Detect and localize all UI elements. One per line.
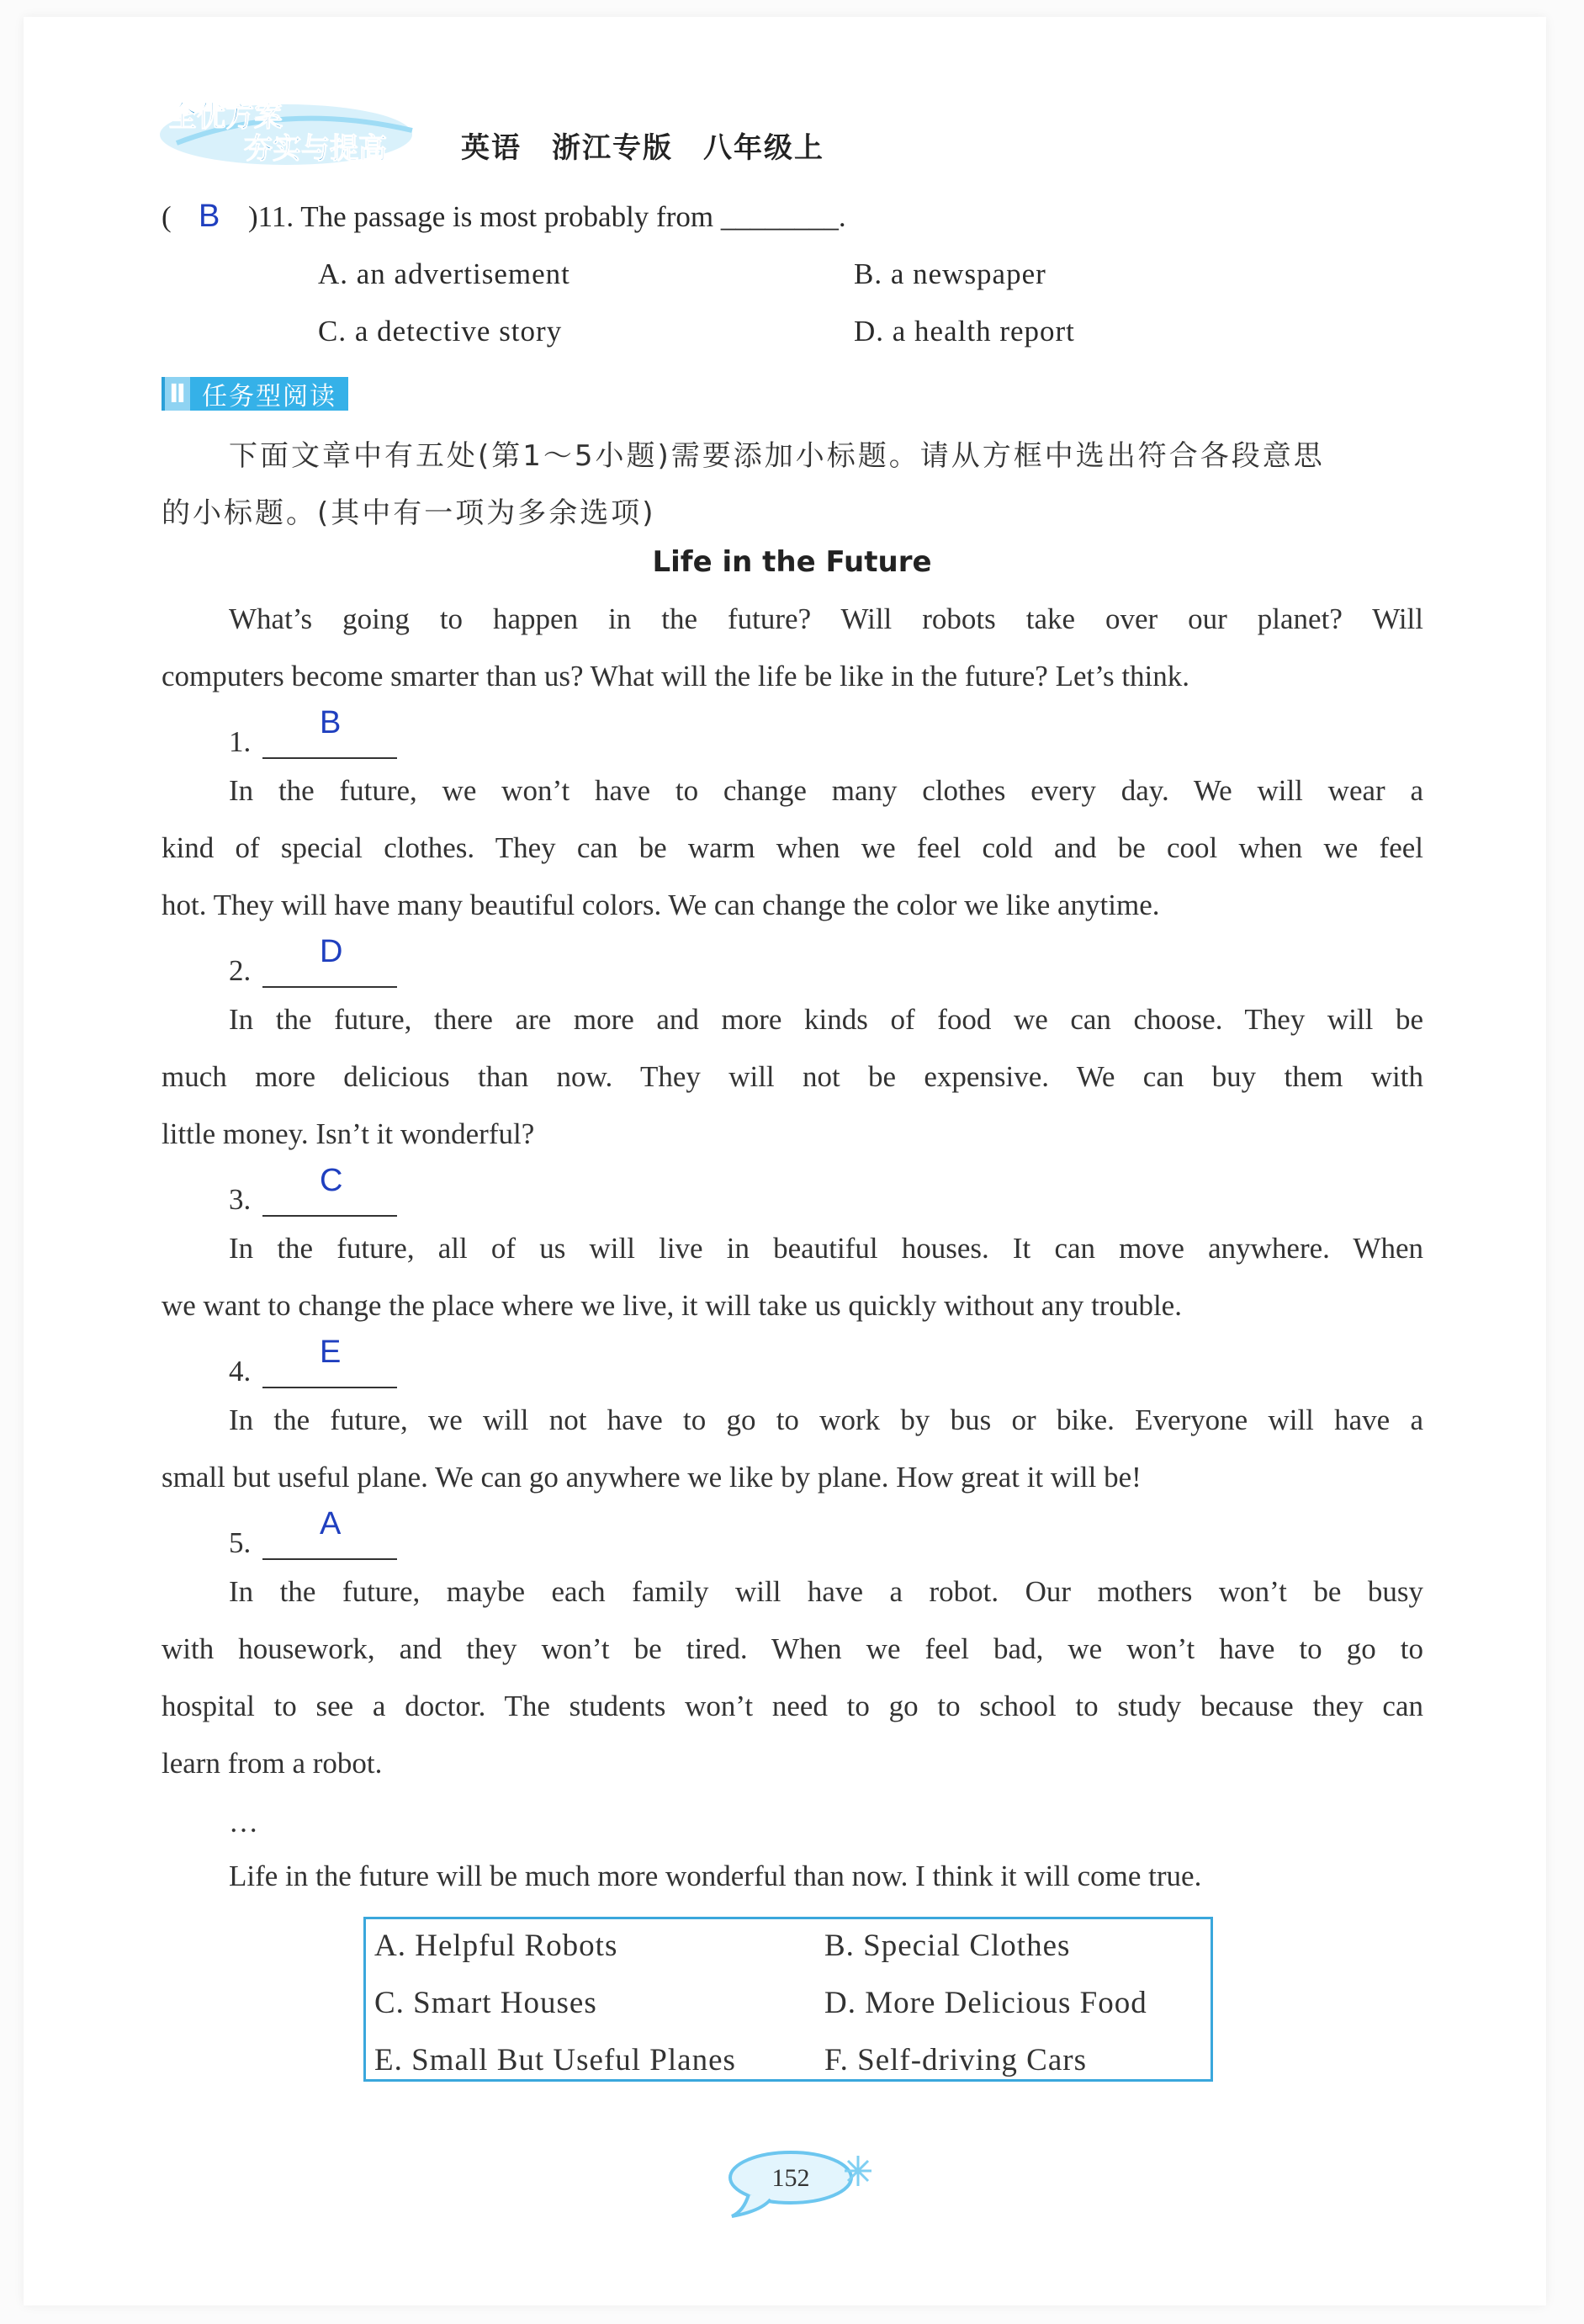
section-title: 任务型阅读 xyxy=(190,377,348,411)
header-grade: 八年级上 xyxy=(703,131,824,165)
blank-1-line xyxy=(262,757,397,759)
box-option-d: D. More Delicious Food xyxy=(824,1986,1147,2020)
blank-1-number: 1. xyxy=(229,725,252,758)
blank-3-number: 3. xyxy=(229,1183,252,1216)
snowflake-icon xyxy=(845,2156,871,2186)
article-title: Life in the Future xyxy=(652,545,932,579)
para-5-line-2: with housework, and they won’t be tired. When we feel bad, we won’t have to go to xyxy=(162,1632,1423,1665)
box-option-b: B. Special Clothes xyxy=(824,1929,1071,1963)
blank-3-line xyxy=(262,1215,397,1217)
instruction-line-1: 下面文章中有五处(第1～5小题)需要添加小标题。请从方框中选出符合各段意思 xyxy=(229,439,1325,473)
page-number: 152 xyxy=(771,2164,810,2192)
q11-stem: )11. The passage is most probably from ________. xyxy=(248,200,846,233)
blank-4-number: 4. xyxy=(229,1355,252,1388)
para-2-line-1: In the future, there are more and more kinds of food we can choose. They will be xyxy=(229,1003,1423,1036)
blank-2-number: 2. xyxy=(229,954,252,987)
box-option-a: A. Helpful Robots xyxy=(374,1929,618,1963)
blank-1-answer: B xyxy=(320,705,342,740)
blank-4-answer: E xyxy=(320,1334,342,1370)
header-subject: 英语 xyxy=(461,131,522,165)
section-heading xyxy=(162,377,348,411)
box-option-c: C. Smart Houses xyxy=(374,1986,597,2020)
para-1-line-2: kind of special clothes. They can be warm when we feel cold and be cool when we feel xyxy=(162,831,1423,864)
box-option-e: E. Small But Useful Planes xyxy=(374,2043,736,2077)
blank-5-number: 5. xyxy=(229,1526,252,1559)
blank-2-answer: D xyxy=(320,934,343,969)
para-2-line-3: little money. Isn’t it wonderful? xyxy=(162,1117,535,1150)
blank-4-line xyxy=(262,1387,397,1388)
intro-line-2: computers become smarter than us? What will the life be like in the future? Let’s think. xyxy=(162,660,1190,692)
blank-5-line xyxy=(262,1558,397,1560)
intro-line-1: What’s going to happen in the future? Will robots take over our planet? Will xyxy=(229,602,1423,635)
para-1-line-3: hot. They will have many beautiful colors. We can change the color we like anytime. xyxy=(162,889,1160,921)
q11-option-a: A. an advertisement xyxy=(318,257,570,290)
blank-2-line xyxy=(262,986,397,988)
blank-3-answer: C xyxy=(320,1163,343,1198)
header-edition: 浙江专版 xyxy=(552,131,673,165)
q11-answer: B xyxy=(199,199,220,234)
para-3-line-2: we want to change the place where we live, it will take us quickly without any trouble. xyxy=(162,1289,1182,1322)
ellipsis: … xyxy=(229,1806,258,1839)
para-5-line-4: learn from a robot. xyxy=(162,1747,383,1780)
q11-option-d: D. a health report xyxy=(854,315,1075,348)
page-number-bubble xyxy=(723,2146,883,2221)
series-logo xyxy=(160,84,429,168)
instruction-line-2: 的小标题。(其中有一项为多余选项) xyxy=(162,496,656,530)
para-3-line-1: In the future, all of us will live in beautiful houses. It can move anywhere. When xyxy=(229,1232,1423,1265)
logo-text-bottom: 夯实与提高 xyxy=(244,132,387,166)
options-box xyxy=(363,1917,1213,2082)
box-option-f: F. Self-driving Cars xyxy=(824,2043,1087,2077)
blank-5-answer: A xyxy=(320,1506,342,1541)
q11-bracket: ( xyxy=(162,200,172,233)
para-5-line-1: In the future, maybe each family will have a robot. Our mothers won’t be busy xyxy=(229,1575,1423,1608)
q11-option-c: C. a detective story xyxy=(318,315,563,348)
header-book-info xyxy=(461,125,855,166)
para-2-line-2: much more delicious than now. They will not be expensive. We can buy them with xyxy=(162,1060,1423,1093)
conclusion: Life in the future will be much more wonderful than now. I think it will come true. xyxy=(229,1860,1202,1892)
q11-option-b: B. a newspaper xyxy=(854,257,1046,290)
para-4-line-2: small but useful plane. We can go anywhere we like by plane. How great it will be! xyxy=(162,1461,1142,1494)
section-number: Ⅱ xyxy=(162,377,190,411)
para-5-line-3: hospital to see a doctor. The students won’t need to go to school to study because they can xyxy=(162,1690,1423,1722)
para-1-line-1: In the future, we won’t have to change many clothes every day. We will wear a xyxy=(229,774,1423,807)
para-4-line-1: In the future, we will not have to go to work by bus or bike. Everyone will have a xyxy=(229,1403,1423,1436)
logo-text-top: 全优方案 xyxy=(168,100,283,134)
